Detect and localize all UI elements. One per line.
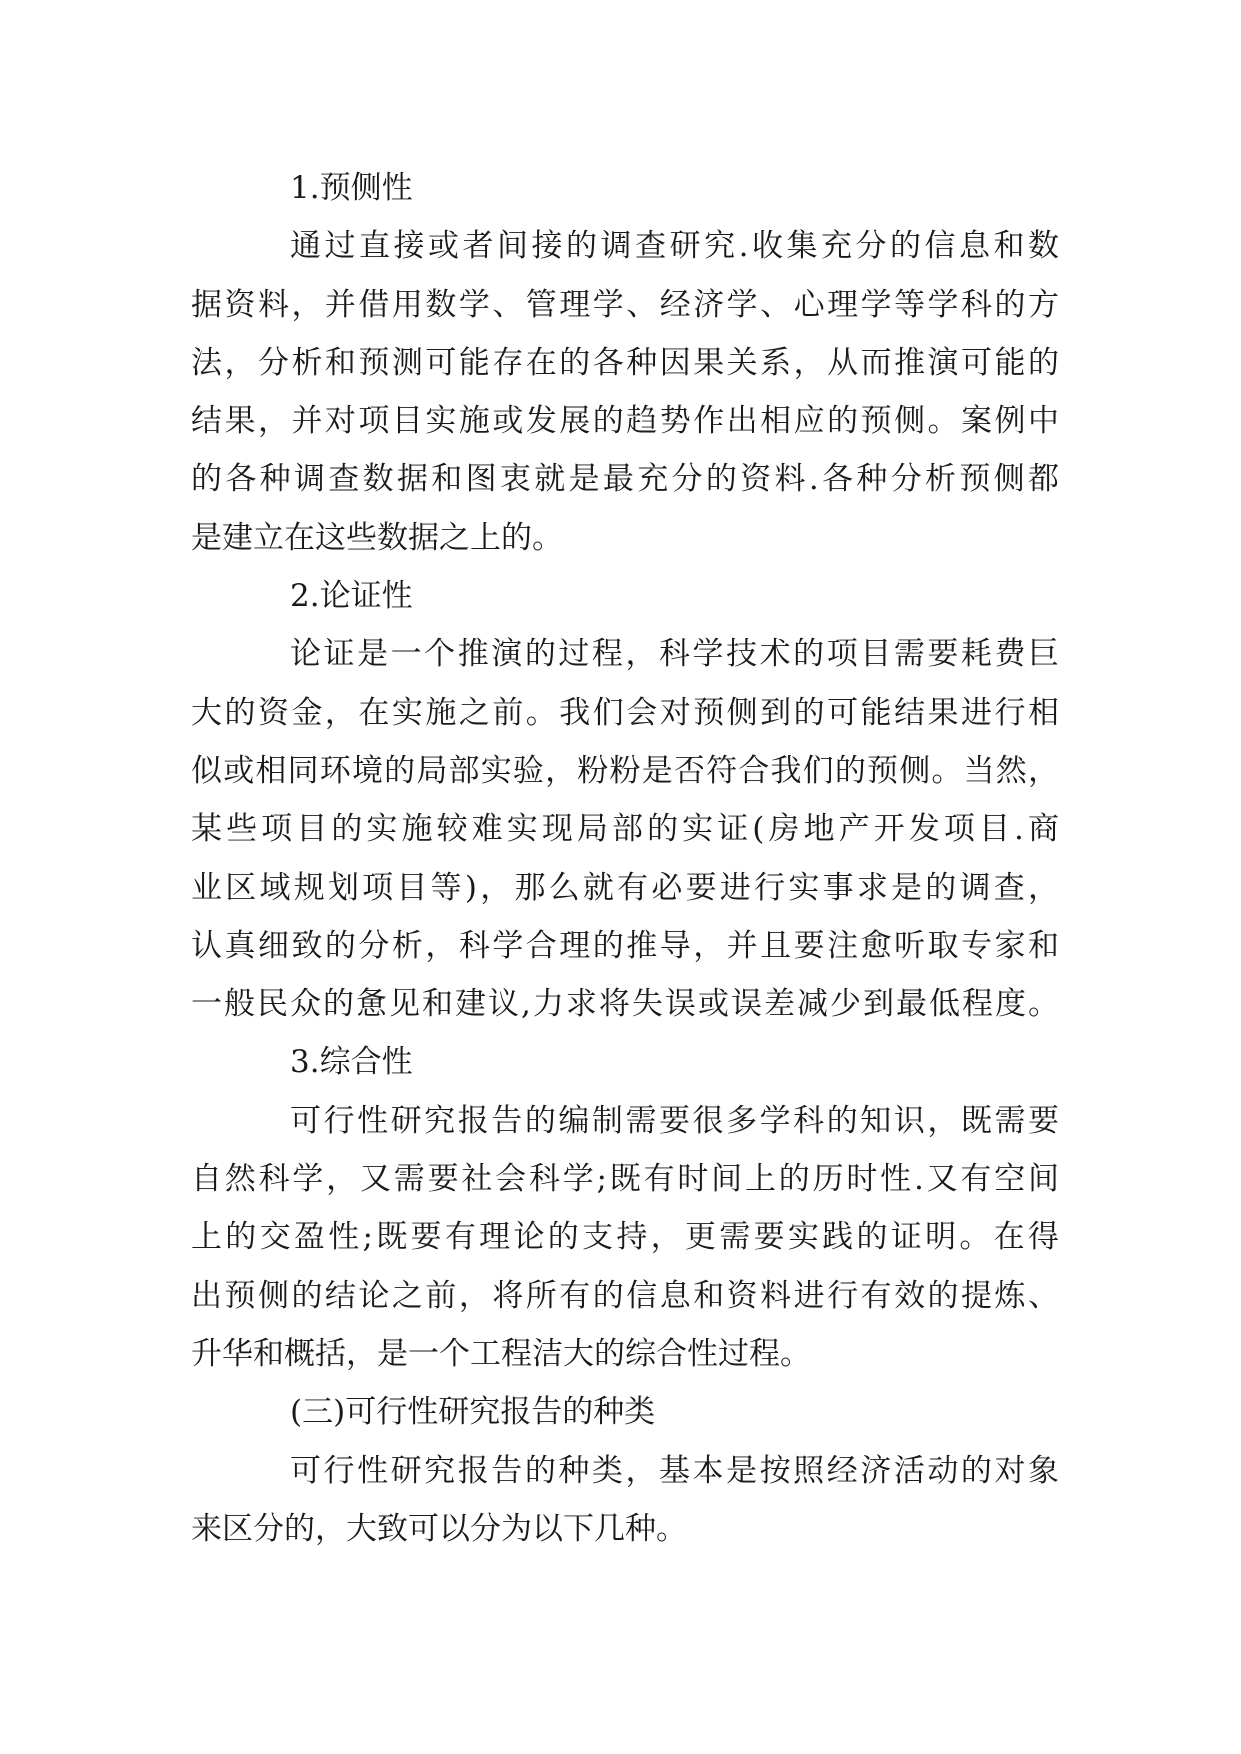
paragraph-line: 似或相同环境的局部实验，粉粉是否符合我们的预侧。当然， bbox=[191, 752, 1059, 789]
section-heading: (三)可行性研究报告的种类 bbox=[290, 1394, 656, 1431]
document-body bbox=[191, 159, 1059, 1558]
paragraph-line: 法，分析和预测可能存在的各种因果关系，从而推演可能的 bbox=[191, 344, 1059, 381]
paragraph-line: 认真细致的分析，科学合理的推导，并且要注愈听取专家和 bbox=[191, 927, 1059, 964]
paragraph-line: 可行性研究报告的种类，基本是按照经济活动的对象 bbox=[290, 1452, 1059, 1489]
paragraph-line: 出预侧的结论之前，将所有的信息和资料进行有效的提炼、 bbox=[191, 1277, 1059, 1314]
paragraph-line: 的各种调查数据和图衷就是最充分的资料.各种分析预侧都 bbox=[191, 461, 1059, 498]
paragraph-line: 可行性研究报告的编制需要很多学科的知识，既需要 bbox=[290, 1102, 1059, 1139]
paragraph-line: 论证是一个推演的过程，科学技术的项目需要耗费巨 bbox=[290, 636, 1059, 673]
paragraph-line: 一般民众的惫见和建议,力求将失误或误差减少到最低程度。 bbox=[191, 986, 1059, 1023]
paragraph-line: 业区域规划项目等)，那么就有必要进行实事求是的调查， bbox=[191, 869, 1059, 906]
paragraph-line: 来区分的，大致可以分为以下几种。 bbox=[191, 1510, 687, 1547]
paragraph-line: 据资料，并借用数学、管理学、经济学、心理学等学科的方 bbox=[191, 286, 1059, 323]
paragraph-line: 升华和概括，是一个工程洁大的综合性过程。 bbox=[191, 1335, 811, 1372]
paragraph-line: 上的交盈性;既要有理论的支持，更需要实践的证明。在得 bbox=[191, 1219, 1059, 1256]
paragraph-line: 结果，并对项目实施或发展的趋势作出相应的预侧。案例中 bbox=[191, 403, 1059, 440]
section-heading: 3.综合性 bbox=[290, 1044, 413, 1081]
paragraph-line: 某些项目的实施较难实现局部的实证(房地产开发项目.商 bbox=[191, 811, 1059, 848]
section-heading: 1.预侧性 bbox=[290, 170, 413, 206]
paragraph-line: 通过直接或者间接的调查研究.收集充分的信息和数 bbox=[290, 228, 1059, 265]
section-heading: 2.论证性 bbox=[290, 578, 413, 615]
paragraph-line: 自然科学，又需要社会科学;既有时间上的历时性.又有空间 bbox=[191, 1161, 1059, 1198]
paragraph-line: 是建立在这些数据之上的。 bbox=[191, 519, 563, 556]
paragraph-line: 大的资金，在实施之前。我们会对预侧到的可能结果进行相 bbox=[191, 694, 1059, 731]
